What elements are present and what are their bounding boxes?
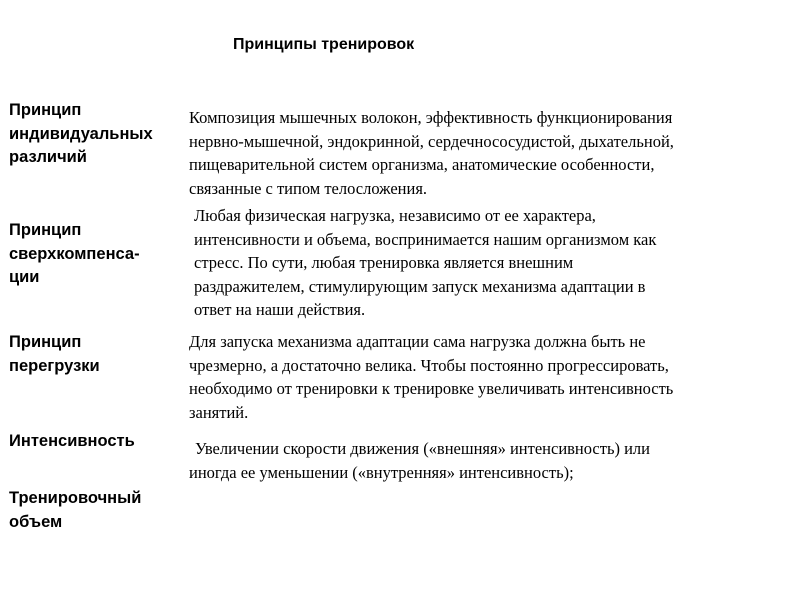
page-title: Принципы тренировок [233, 36, 415, 53]
description-line: интенсивности и объема, воспринимается нашим организмом как [194, 229, 657, 249]
description-line: нервно-мышечной, эндокринной, сердечнососудистой, дыхательной, [189, 131, 674, 151]
term-training-volume: Тренировочный объем [9, 489, 142, 531]
description-line: пищеварительной систем организма, анатомические особенности, [189, 155, 655, 174]
description-line: иногда ее уменьшении («внутренняя» интенсивность); [189, 462, 574, 482]
term-overload: Принцип перегрузки [9, 333, 100, 375]
description-line: Композиция мышечных волокон, эффективность функционирования [189, 108, 673, 127]
description-line: занятий. [189, 402, 249, 422]
description-overload [189, 330, 673, 424]
description-individual-differences [189, 106, 674, 200]
description-line: Для запуска механизма адаптации сама нагрузка должна быть не [189, 332, 646, 351]
description-line: ответ на наши действия. [194, 300, 366, 319]
description-line: необходимо от тренировки к тренировке увеличивать интенсивность [189, 379, 674, 398]
description-line: чрезмерно, а достаточно велика. Чтобы постоянно прогрессировать, [189, 355, 669, 375]
term-intensity: Интенсивность [9, 432, 135, 450]
description-line: Увеличении скорости движения («внешняя» интенсивность) или [195, 439, 650, 458]
term-individual-differences: Принцип индивидуальных различий [9, 101, 153, 166]
description-intensity [189, 437, 650, 484]
description-supercompensation [194, 204, 656, 322]
description-line: Любая физическая нагрузка, независимо от ее характера, [194, 206, 596, 225]
description-line: стресс. По сути, любая тренировка является внешним [194, 253, 574, 272]
description-line: раздражителем, стимулирующим запуск механизма адаптации в [194, 276, 646, 296]
description-line: связанные с типом телосложения. [189, 178, 428, 198]
term-supercompensation: Принцип сверхкомпенса- ции [9, 221, 140, 286]
